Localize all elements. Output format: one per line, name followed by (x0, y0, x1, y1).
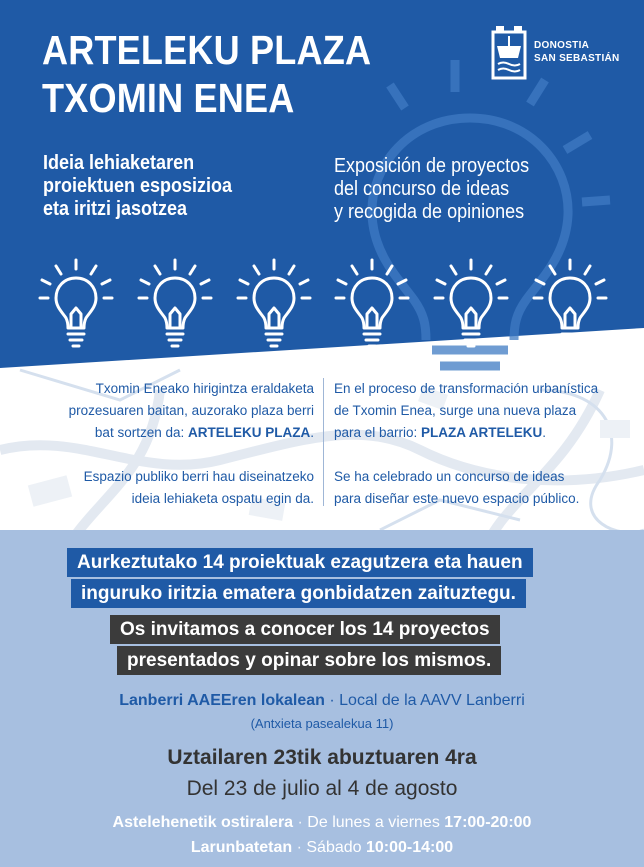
location (0, 691, 644, 711)
intro-spanish-paragraph-1 (334, 378, 598, 444)
intro-eu-line: prozesuaren baitan, auzorako plaza berri (68, 403, 314, 418)
intro-basque-paragraph-2 (84, 466, 314, 510)
subtitle-es-line: y recogida de opiniones (334, 201, 525, 223)
subtitle-eu-line: Ideia lehiaketaren (43, 152, 195, 174)
plaza-name-eu: ARTELEKU PLAZA (187, 425, 311, 440)
invite-banner-spanish-2: presentados y opinar sobre los mismos. (117, 646, 501, 675)
subtitle-eu-line: eta iritzi jasotzea (43, 198, 188, 220)
weekday-spanish: De lunes a viernes (307, 814, 440, 831)
title-line-1: ARTELEKU PLAZA (42, 27, 372, 73)
dates-spanish: Del 23 de julio al 4 de agosto (186, 777, 458, 800)
location-spanish: Local de la AAVV Lanberri (339, 692, 525, 709)
intro-basque-paragraph-1 (69, 378, 314, 444)
subtitle-spanish (334, 155, 529, 224)
intro-eu-line: Espazio publiko berri hau diseinatzeko (83, 469, 314, 484)
intro-es-line: de Txomin Enea, surge una nueva plaza (334, 403, 577, 418)
plaza-name-es: PLAZA ARTELEKU (421, 425, 543, 440)
intro-es-line: Se ha celebrado un concurso de ideas (334, 469, 565, 484)
title-line-2: TXOMIN ENEA (42, 75, 295, 121)
saturday-hours (0, 837, 644, 859)
page-title (42, 26, 371, 122)
hours-separator: · (293, 814, 308, 831)
intro-eu-end: . (310, 425, 314, 440)
city-crest-icon (490, 24, 528, 80)
intro-eu-line (69, 422, 314, 444)
hours-separator: · (292, 839, 307, 856)
subtitle-es-line: Exposición de proyectos (334, 155, 530, 177)
intro-es-line: En el proceso de transformación urbanística (334, 381, 599, 396)
subtitle-es-line: del concurso de ideas (334, 178, 510, 200)
logo-line-1: DONOSTIA (534, 40, 590, 51)
invite-banner-basque-2: inguruko iritzia ematera gonbidatzen zaituztegu. (71, 579, 526, 608)
intro-es-end: . (542, 425, 547, 440)
column-divider (323, 378, 324, 506)
weekday-time: 17:00-20:00 (444, 814, 532, 831)
location-basque: Lanberri AAEEren lokalean (119, 692, 325, 709)
intro-es-text: para el barrio: (334, 425, 422, 440)
intro-eu-text: bat sortzen da: (94, 425, 188, 440)
invite-banner-basque-1: Aurkeztutako 14 proiektuak ezagutzera eta hauen (67, 548, 533, 577)
dates-basque: Uztailaren 23tik abuztuaren 4ra (167, 746, 477, 769)
location-separator: · (324, 692, 340, 709)
invite-banner-spanish-1: Os invitamos a conocer los 14 proyectos (110, 615, 500, 644)
logo-line-2: SAN SEBASTIÁN (534, 53, 620, 64)
subtitle-eu-line: proiektuen esposizioa (43, 175, 233, 197)
intro-spanish-paragraph-2 (334, 466, 579, 510)
saturday-basque: Larunbatetan (190, 839, 293, 856)
city-logo (490, 24, 620, 80)
map-background (0, 330, 644, 560)
logo-text (534, 39, 620, 65)
intro-eu-line: Txomin Eneako hirigintza eraldaketa (95, 381, 314, 396)
address: (Antxieta pasealekua 11) (250, 716, 394, 731)
weekday-hours (0, 812, 644, 834)
intro-eu-line: ideia lehiaketa ospatu egin da. (131, 491, 314, 506)
weekday-basque: Astelehenetik ostiralera (112, 814, 294, 831)
intro-es-line (334, 422, 598, 444)
intro-es-line: para diseñar este nuevo espacio público. (334, 491, 580, 506)
subtitle-basque (43, 152, 232, 221)
saturday-spanish: Sábado (306, 839, 362, 856)
saturday-time: 10:00-14:00 (366, 839, 454, 856)
